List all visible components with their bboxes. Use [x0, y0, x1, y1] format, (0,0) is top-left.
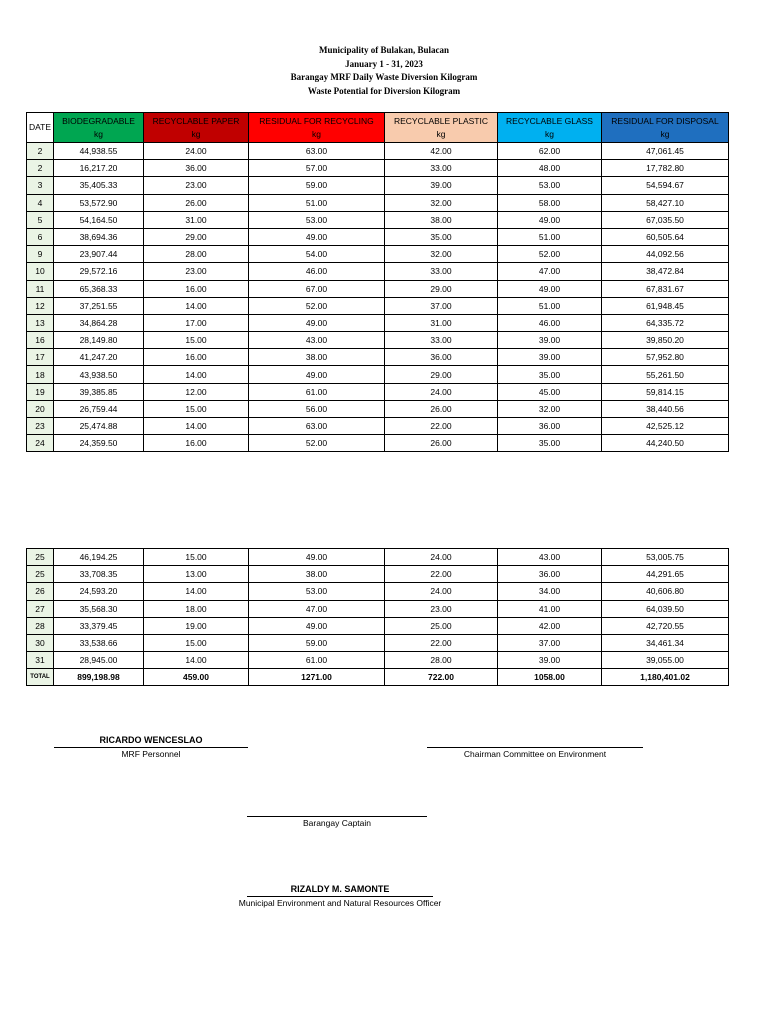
cell-recyclable-plastic: 31.00	[385, 314, 498, 331]
cell-recyclable-glass: 36.00	[498, 566, 602, 583]
table-row	[27, 160, 729, 177]
table-row	[27, 418, 729, 435]
signature-line	[427, 747, 643, 748]
cell-recyclable-glass: 58.00	[498, 194, 602, 211]
cell-biodegradable: 35,405.33	[54, 177, 144, 194]
cell-residual-for-disposal: 44,092.56	[602, 246, 729, 263]
cell-biodegradable: 24,359.50	[54, 435, 144, 452]
cell-residual-for-recycling: 52.00	[249, 435, 385, 452]
table-row	[27, 366, 729, 383]
cell-residual-for-recycling: 49.00	[249, 366, 385, 383]
cell-date: 30	[27, 634, 54, 651]
cell-residual-for-disposal: 38,440.56	[602, 400, 729, 417]
total-value: 1271.00	[249, 669, 385, 686]
cell-recyclable-plastic: 33.00	[385, 263, 498, 280]
table-header-row	[27, 113, 729, 143]
cell-biodegradable: 28,149.80	[54, 332, 144, 349]
cell-residual-for-disposal: 67,831.67	[602, 280, 729, 297]
cell-residual-for-recycling: 46.00	[249, 263, 385, 280]
table-row	[27, 617, 729, 634]
cell-biodegradable: 54,164.50	[54, 211, 144, 228]
cell-biodegradable: 24,593.20	[54, 583, 144, 600]
cell-residual-for-disposal: 61,948.45	[602, 297, 729, 314]
signature-line	[247, 816, 427, 817]
cell-residual-for-disposal: 55,261.50	[602, 366, 729, 383]
cell-recyclable-plastic: 38.00	[385, 211, 498, 228]
cell-date: 3	[27, 177, 54, 194]
cell-biodegradable: 23,907.44	[54, 246, 144, 263]
cell-residual-for-recycling: 38.00	[249, 349, 385, 366]
total-value: 1,180,401.02	[602, 669, 729, 686]
signatory-role: Barangay Captain	[302, 818, 372, 828]
total-value: 459.00	[144, 669, 249, 686]
cell-recyclable-paper: 15.00	[144, 332, 249, 349]
table-row	[27, 634, 729, 651]
cell-date: 16	[27, 332, 54, 349]
cell-residual-for-disposal: 47,061.45	[602, 143, 729, 160]
cell-recyclable-plastic: 33.00	[385, 332, 498, 349]
cell-residual-for-disposal: 64,039.50	[602, 600, 729, 617]
column-header-recyclable-paper: RECYCLABLE PAPER kg	[144, 113, 249, 143]
cell-recyclable-plastic: 26.00	[385, 435, 498, 452]
cell-biodegradable: 29,572.16	[54, 263, 144, 280]
cell-date: 11	[27, 280, 54, 297]
cell-recyclable-paper: 29.00	[144, 228, 249, 245]
cell-recyclable-glass: 52.00	[498, 246, 602, 263]
signature-line	[247, 896, 433, 897]
cell-biodegradable: 46,194.25	[54, 549, 144, 566]
cell-date: 25	[27, 549, 54, 566]
cell-recyclable-glass: 53.00	[498, 177, 602, 194]
total-value: 899,198.98	[54, 669, 144, 686]
cell-residual-for-recycling: 52.00	[249, 297, 385, 314]
cell-recyclable-glass: 49.00	[498, 211, 602, 228]
cell-biodegradable: 38,694.36	[54, 228, 144, 245]
cell-recyclable-glass: 39.00	[498, 349, 602, 366]
cell-recyclable-plastic: 29.00	[385, 366, 498, 383]
cell-residual-for-disposal: 38,472.84	[602, 263, 729, 280]
cell-recyclable-glass: 47.00	[498, 263, 602, 280]
cell-recyclable-plastic: 28.00	[385, 652, 498, 669]
cell-recyclable-plastic: 24.00	[385, 549, 498, 566]
cell-recyclable-glass: 46.00	[498, 314, 602, 331]
cell-biodegradable: 39,385.85	[54, 383, 144, 400]
cell-date: 25	[27, 566, 54, 583]
cell-residual-for-recycling: 59.00	[249, 634, 385, 651]
column-header-date: DATE	[27, 113, 54, 143]
cell-recyclable-paper: 15.00	[144, 634, 249, 651]
signature-line	[54, 747, 248, 748]
cell-biodegradable: 16,217.20	[54, 160, 144, 177]
cell-recyclable-glass: 37.00	[498, 634, 602, 651]
cell-date: 4	[27, 194, 54, 211]
cell-residual-for-recycling: 53.00	[249, 583, 385, 600]
table-row	[27, 566, 729, 583]
cell-recyclable-paper: 14.00	[144, 297, 249, 314]
cell-recyclable-glass: 35.00	[498, 366, 602, 383]
cell-recyclable-glass: 51.00	[498, 228, 602, 245]
cell-residual-for-recycling: 61.00	[249, 652, 385, 669]
cell-residual-for-recycling: 49.00	[249, 617, 385, 634]
cell-recyclable-paper: 15.00	[144, 400, 249, 417]
cell-residual-for-disposal: 67,035.50	[602, 211, 729, 228]
cell-residual-for-disposal: 40,606.80	[602, 583, 729, 600]
cell-biodegradable: 37,251.55	[54, 297, 144, 314]
signatory-name	[427, 735, 643, 746]
cell-recyclable-glass: 51.00	[498, 297, 602, 314]
cell-biodegradable: 65,368.33	[54, 280, 144, 297]
cell-date: 31	[27, 652, 54, 669]
table-row	[27, 349, 729, 366]
total-row	[27, 669, 729, 686]
cell-date: 2	[27, 160, 54, 177]
table-body-top	[27, 143, 729, 452]
table-row	[27, 280, 729, 297]
cell-recyclable-glass: 32.00	[498, 400, 602, 417]
cell-recyclable-paper: 12.00	[144, 383, 249, 400]
cell-residual-for-recycling: 43.00	[249, 332, 385, 349]
cell-residual-for-recycling: 63.00	[249, 418, 385, 435]
cell-date: 26	[27, 583, 54, 600]
cell-recyclable-paper: 14.00	[144, 366, 249, 383]
table-row	[27, 332, 729, 349]
cell-date: 23	[27, 418, 54, 435]
cell-recyclable-plastic: 22.00	[385, 634, 498, 651]
header-report-title: Barangay MRF Daily Waste Diversion Kilogram	[290, 72, 478, 82]
table-row	[27, 143, 729, 160]
table-row	[27, 383, 729, 400]
cell-date: 13	[27, 314, 54, 331]
cell-recyclable-paper: 16.00	[144, 349, 249, 366]
cell-biodegradable: 28,945.00	[54, 652, 144, 669]
signature-menro	[225, 884, 455, 909]
cell-recyclable-glass: 42.00	[498, 617, 602, 634]
waste-table-top	[26, 112, 729, 452]
cell-recyclable-plastic: 39.00	[385, 177, 498, 194]
table-row	[27, 297, 729, 314]
cell-residual-for-disposal: 59,814.15	[602, 383, 729, 400]
table-row	[27, 246, 729, 263]
cell-recyclable-plastic: 24.00	[385, 583, 498, 600]
cell-residual-for-disposal: 42,525.12	[602, 418, 729, 435]
total-value: 1058.00	[498, 669, 602, 686]
cell-recyclable-paper: 18.00	[144, 600, 249, 617]
cell-recyclable-plastic: 36.00	[385, 349, 498, 366]
signatory-name	[247, 804, 427, 815]
cell-recyclable-glass: 45.00	[498, 383, 602, 400]
cell-recyclable-paper: 26.00	[144, 194, 249, 211]
signature-chairman	[427, 735, 643, 760]
cell-recyclable-plastic: 26.00	[385, 400, 498, 417]
cell-date: 28	[27, 617, 54, 634]
cell-biodegradable: 35,568.30	[54, 600, 144, 617]
cell-recyclable-paper: 23.00	[144, 263, 249, 280]
signatory-role: Municipal Environment and Natural Resources Officer	[238, 898, 442, 908]
signatory-role: Chairman Committee on Environment	[463, 749, 607, 759]
cell-biodegradable: 33,379.45	[54, 617, 144, 634]
cell-residual-for-disposal: 44,291.65	[602, 566, 729, 583]
cell-recyclable-glass: 39.00	[498, 332, 602, 349]
cell-residual-for-recycling: 57.00	[249, 160, 385, 177]
cell-biodegradable: 33,708.35	[54, 566, 144, 583]
cell-recyclable-paper: 17.00	[144, 314, 249, 331]
cell-residual-for-disposal: 60,505.64	[602, 228, 729, 245]
table-row	[27, 177, 729, 194]
cell-recyclable-glass: 35.00	[498, 435, 602, 452]
cell-recyclable-glass: 36.00	[498, 418, 602, 435]
cell-biodegradable: 25,474.88	[54, 418, 144, 435]
cell-residual-for-disposal: 58,427.10	[602, 194, 729, 211]
header-report-subtitle: Waste Potential for Diversion Kilogram	[307, 85, 461, 96]
cell-residual-for-recycling: 47.00	[249, 600, 385, 617]
total-label: TOTAL	[27, 669, 54, 686]
signatory-role: MRF Personnel	[121, 749, 181, 759]
cell-residual-for-recycling: 61.00	[249, 383, 385, 400]
cell-date: 27	[27, 600, 54, 617]
table-row	[27, 600, 729, 617]
cell-recyclable-glass: 62.00	[498, 143, 602, 160]
cell-recyclable-paper: 19.00	[144, 617, 249, 634]
cell-recyclable-glass: 48.00	[498, 160, 602, 177]
cell-date: 18	[27, 366, 54, 383]
cell-recyclable-plastic: 35.00	[385, 228, 498, 245]
signature-mrf-personnel	[54, 735, 248, 760]
cell-date: 2	[27, 143, 54, 160]
signatory-name: RIZALDY M. SAMONTE	[290, 884, 390, 894]
cell-recyclable-plastic: 22.00	[385, 418, 498, 435]
cell-recyclable-paper: 16.00	[144, 280, 249, 297]
cell-biodegradable: 53,572.90	[54, 194, 144, 211]
cell-biodegradable: 43,938.50	[54, 366, 144, 383]
document-header	[0, 44, 768, 98]
cell-recyclable-plastic: 33.00	[385, 160, 498, 177]
cell-recyclable-paper: 24.00	[144, 143, 249, 160]
cell-recyclable-paper: 23.00	[144, 177, 249, 194]
column-header-recyclable-plastic: RECYCLABLE PLASTIC kg	[385, 113, 498, 143]
cell-residual-for-recycling: 49.00	[249, 228, 385, 245]
table-row	[27, 211, 729, 228]
waste-table-bottom	[26, 548, 729, 686]
cell-recyclable-paper: 14.00	[144, 583, 249, 600]
total-value: 722.00	[385, 669, 498, 686]
cell-recyclable-glass: 43.00	[498, 549, 602, 566]
cell-recyclable-paper: 16.00	[144, 435, 249, 452]
table-row	[27, 263, 729, 280]
cell-biodegradable: 34,864.28	[54, 314, 144, 331]
cell-residual-for-recycling: 54.00	[249, 246, 385, 263]
cell-date: 5	[27, 211, 54, 228]
cell-recyclable-glass: 39.00	[498, 652, 602, 669]
cell-date: 6	[27, 228, 54, 245]
cell-residual-for-recycling: 53.00	[249, 211, 385, 228]
cell-recyclable-plastic: 23.00	[385, 600, 498, 617]
cell-residual-for-disposal: 17,782.80	[602, 160, 729, 177]
table-body-bottom	[27, 549, 729, 686]
cell-biodegradable: 44,938.55	[54, 143, 144, 160]
table-row	[27, 583, 729, 600]
cell-recyclable-plastic: 24.00	[385, 383, 498, 400]
cell-recyclable-paper: 14.00	[144, 418, 249, 435]
signature-barangay-captain	[247, 804, 427, 829]
cell-residual-for-disposal: 53,005.75	[602, 549, 729, 566]
cell-residual-for-disposal: 42,720.55	[602, 617, 729, 634]
column-header-residual-for-recycling: RESIDUAL FOR RECYCLING kg	[249, 113, 385, 143]
cell-residual-for-disposal: 44,240.50	[602, 435, 729, 452]
cell-residual-for-recycling: 49.00	[249, 314, 385, 331]
cell-recyclable-paper: 31.00	[144, 211, 249, 228]
column-header-residual-for-disposal: RESIDUAL FOR DISPOSAL kg	[602, 113, 729, 143]
cell-recyclable-plastic: 25.00	[385, 617, 498, 634]
cell-residual-for-recycling: 38.00	[249, 566, 385, 583]
cell-residual-for-disposal: 34,461.34	[602, 634, 729, 651]
cell-residual-for-disposal: 64,335.72	[602, 314, 729, 331]
table-row	[27, 435, 729, 452]
cell-recyclable-plastic: 42.00	[385, 143, 498, 160]
cell-recyclable-paper: 28.00	[144, 246, 249, 263]
cell-recyclable-plastic: 29.00	[385, 280, 498, 297]
column-header-recyclable-glass: RECYCLABLE GLASS kg	[498, 113, 602, 143]
table-row	[27, 314, 729, 331]
signatory-name: RICARDO WENCESLAO	[99, 735, 203, 745]
table-row	[27, 228, 729, 245]
cell-recyclable-paper: 13.00	[144, 566, 249, 583]
cell-date: 24	[27, 435, 54, 452]
header-date-range: January 1 - 31, 2023	[345, 58, 423, 69]
cell-residual-for-recycling: 63.00	[249, 143, 385, 160]
cell-recyclable-plastic: 37.00	[385, 297, 498, 314]
column-header-biodegradable: BIODEGRADABLE kg	[54, 113, 144, 143]
cell-recyclable-plastic: 32.00	[385, 194, 498, 211]
cell-residual-for-disposal: 39,055.00	[602, 652, 729, 669]
cell-recyclable-plastic: 22.00	[385, 566, 498, 583]
cell-biodegradable: 26,759.44	[54, 400, 144, 417]
cell-date: 12	[27, 297, 54, 314]
cell-date: 20	[27, 400, 54, 417]
cell-residual-for-disposal: 39,850.20	[602, 332, 729, 349]
cell-recyclable-glass: 34.00	[498, 583, 602, 600]
cell-residual-for-recycling: 56.00	[249, 400, 385, 417]
table-row	[27, 652, 729, 669]
cell-residual-for-disposal: 57,952.80	[602, 349, 729, 366]
cell-recyclable-paper: 15.00	[144, 549, 249, 566]
table-row	[27, 400, 729, 417]
cell-date: 17	[27, 349, 54, 366]
cell-biodegradable: 41,247.20	[54, 349, 144, 366]
cell-residual-for-recycling: 67.00	[249, 280, 385, 297]
cell-date: 10	[27, 263, 54, 280]
cell-residual-for-disposal: 54,594.67	[602, 177, 729, 194]
cell-recyclable-paper: 14.00	[144, 652, 249, 669]
cell-biodegradable: 33,538.66	[54, 634, 144, 651]
cell-recyclable-plastic: 32.00	[385, 246, 498, 263]
cell-residual-for-recycling: 51.00	[249, 194, 385, 211]
cell-recyclable-glass: 41.00	[498, 600, 602, 617]
header-municipality: Municipality of Bulakan, Bulacan	[318, 45, 450, 55]
table-row	[27, 549, 729, 566]
cell-date: 19	[27, 383, 54, 400]
cell-recyclable-paper: 36.00	[144, 160, 249, 177]
cell-residual-for-recycling: 59.00	[249, 177, 385, 194]
cell-date: 9	[27, 246, 54, 263]
cell-recyclable-glass: 49.00	[498, 280, 602, 297]
table-row	[27, 194, 729, 211]
cell-residual-for-recycling: 49.00	[249, 549, 385, 566]
